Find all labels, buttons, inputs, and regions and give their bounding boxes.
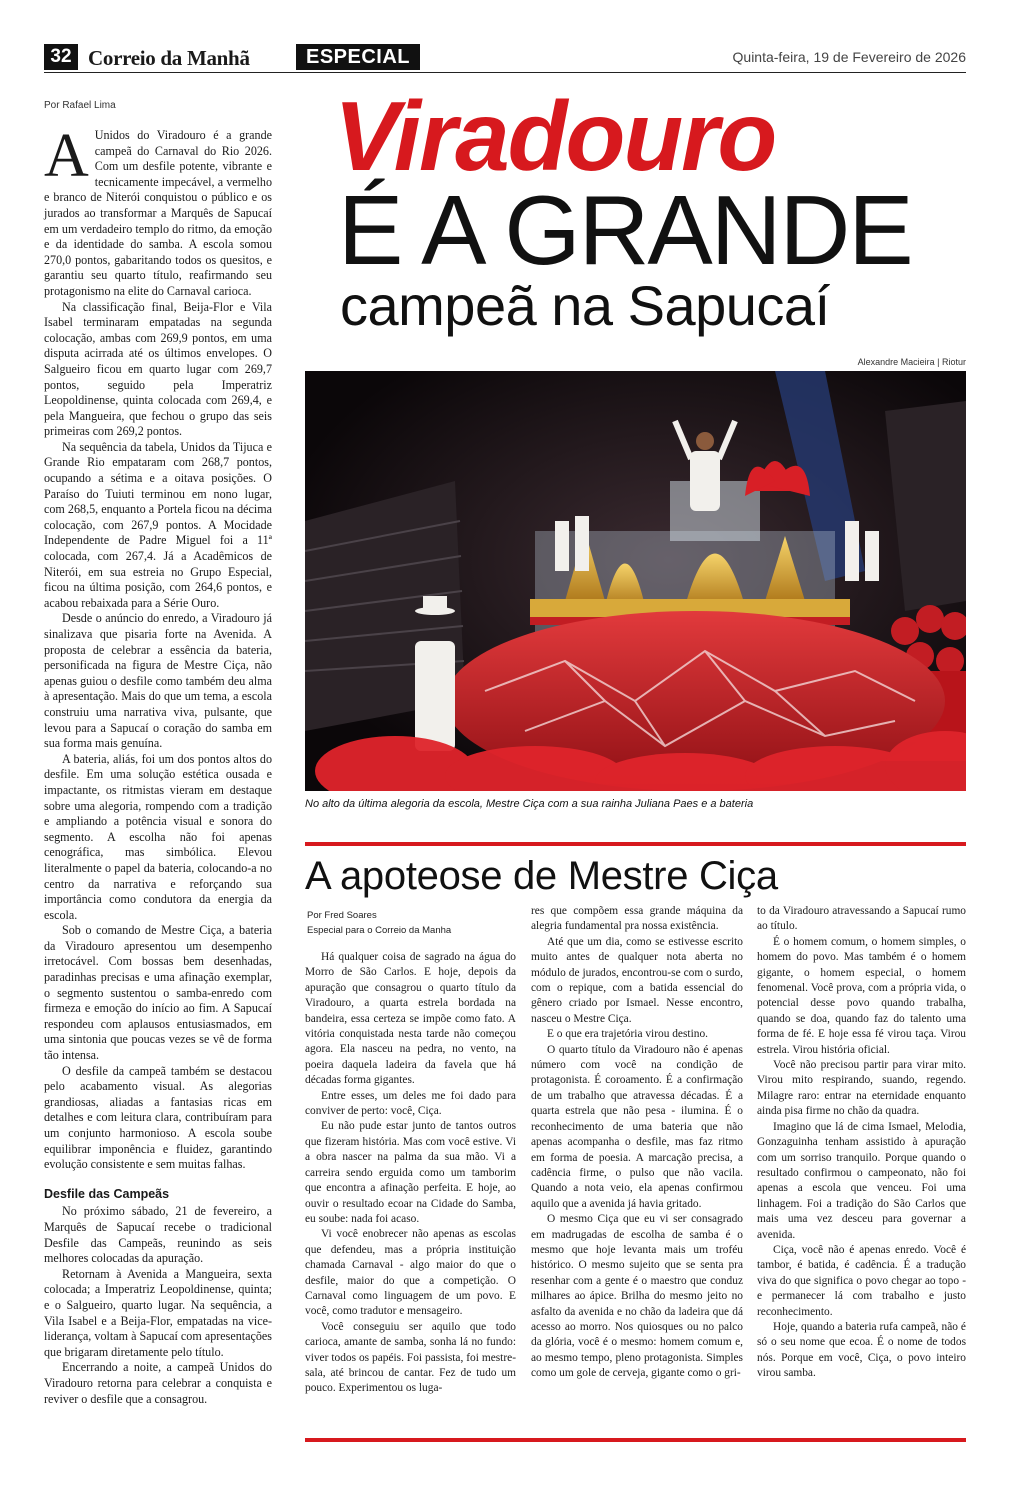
drop-cap: A [44,122,89,190]
article-paragraph: O desfile da campeã também se destacou pelo acabamento visual. As alegorias grandiosas, aliadas a fantasias ricas em detalhes e com leitura clara, contribuíram para um conjunto harmonioso. A escola soube equilibrar imponência e fluidez, garantindo evolução consistente e sem muitas falhas. [44,1063,272,1172]
byline-author: Por Fred Soares [307,910,377,921]
photo-credit: Alexandre Macieira | Riotur [857,357,966,367]
main-article-body [44,122,272,1407]
article-paragraph: Entre esses, um deles me foi dado para conviver de perto: você, Ciça. [305,1089,516,1118]
article-column-1 [305,950,516,1397]
article-paragraph: Encerrando a noite, a campeã Unidos do Viradouro retorna para celebrar a conquista e reviver o desfile que a consagrou. [44,1360,272,1406]
page-header [44,44,966,72]
article-paragraph: Na sequência da tabela, Unidos da Tijuca e Grande Rio empataram com 268,7 pontos, ocupando a sétima e a oitava posições. O Paraíso do Tuiuti terminou em nono lugar, com 268,5, enquanto a Portela ficou na décima colocação, com 267,9 pontos. A Mocidade Independente de Padre Miguel foi a 11ª colocada, com 267,4. Já a Acadêmicos de Niterói, em sua estreia no Grupo Especial, ficou na última posição, com 264,6 pontos, e acabou rebaixada para a Série Ouro. [44,439,272,610]
carnival-float-photo [305,371,966,791]
headline-sub: campeã na Sapucaí [340,274,830,337]
section-divider-bottom [305,1438,966,1442]
byline-affiliation: Especial para o Correio da Manha [307,925,452,936]
section-divider-top [305,842,966,846]
article-paragraph: E o que era trajetória virou destino. [547,1028,708,1041]
second-article-title: A apoteose de Mestre Ciça [305,854,778,898]
article-paragraph: A Unidos do Viradouro é a grande campeã do Carnaval do Rio 2026. Com um desfile potente, vibrante e tecnicamente impecável, a vermelho e branco de Niterói conquistou o público e os jurados ao transformar a Marquês de Sapucaí em um verdadeiro templo do ritmo, da emoção e da identidade do samba. A escola somou 270,0 pontos, gabaritando todos os quesitos, e garantiu seu quarto título, reafirmando seu protagonismo na elite do Carnaval carioca. [44,122,272,298]
photo-caption: No alto da última alegoria da escola, Mestre Ciça com a sua rainha Juliana Paes e a bateria [305,798,754,810]
article-paragraph: Você conseguiu ser aquilo que todo carioca, amante de samba, sonha lá no fundo: viver todos os papéis. Foi passista, foi mestre-sala, até brincou de cantar. Fez de tudo um pouco. Experimentou os luga- [305,1320,516,1395]
article-paragraph: Hoje, quando a bateria rufa campeã, não é só o seu nome que ecoa. É o nome de todos nós. Porque em você, Ciça, o povo inteiro virou samba. [757,1320,966,1380]
article-paragraph: Eu não pude estar junto de tantos outros que fizeram história. Mas com você estive. Vi a obra nascer na palma da sua mão. Vi a carreira sendo erguida como um tamborim que encontra a afinação perfeita. E hoje, ao ouvir o resultado ecoar na Cidade do Samba, eu soube: nada foi acaso. [305,1120,516,1225]
headline-red: Viradouro [334,81,776,191]
second-article-byline [307,908,451,938]
article-paragraph: Há qualquer coisa de sagrado na água do Morro de São Carlos. E hoje, depois da apuração que consagrou o quarto título da Viradouro, a quarta estrela bordada na bandeira, essa certeza se impõe como fato. A vitória conquistada nesta tarde não começou agora. Ela nasceu na pedra, no vento, na poeira daquela ladeira da favela que há décadas forma gigantes. [305,951,516,1087]
headline-main: É A GRANDE [338,175,912,285]
article-column-3 [757,904,966,1382]
article-byline: Por Rafael Lima [44,100,116,111]
article-paragraph: Vi você enobrecer não apenas as escolas que defendeu, mas a própria instituição chamada Carnaval - algo maior do que o desfile, maior do que a competição. O Carnaval como linguagem de um povo. E você, como tradutor e mensageiro. [305,1228,516,1318]
article-paragraph: Na classificação final, Beija-Flor e Vila Isabel terminaram empatadas na segunda colocação, ambas com 269,9 pontos, em uma disputa acirrada até os últimos envelopes. O Salgueiro ficou em quarto lugar com 269,7 pontos, seguido pela Imperatriz Leopoldinense, quinta colocada com 269,4, e pela Mangueira, que fechou o grupo das seis primeiras com 269,2 pontos. [44,299,272,439]
article-paragraph: Ciça, você não é apenas enredo. Você é tambor, é batida, é cadência. É a tradução viva do que significa o povo chegar ao topo - e permanecer lá com trabalho e justo reconhecimento. [757,1243,966,1318]
article-paragraph: O quarto título da Viradouro não é apenas número com você na condição de protagonista. É coroamento. É a confirmação de um trabalho que atravessa décadas. É a quarta estrela que não pesa - ilumina. É o reconhecimento de uma bateria que não apenas acompanha o desfile, mas faz ritmo em forma de poesia. A marcação precisa, a cadência firme, o pulso que não vacila. Quando a nota veio, ela apenas confirmou aquilo que a avenida já havia gritado. [531,1043,743,1210]
article-paragraph: Desde o anúncio do enredo, a Viradouro já sinalizava que pisaria forte na Avenida. A proposta de celebrar a essência da bateria, personificada na figura de Mestre Ciça, não apenas guiou o desfile como também deu alma à apresentação. Mais do que um tema, a escola construiu uma narrativa viva, pulsante, que levou para a Sapucaí o coração do samba em sua forma mais genuína. [44,611,272,751]
header-divider [44,72,966,73]
article-paragraph: Sob o comando de Mestre Ciça, a bateria da Viradouro apresentou um desempenho irretocável. Com bossas bem desenhadas, paradinhas precisas e uma afinação exemplar, o segmento sustentou o samba-enredo com firmeza e emoção do início ao fim. A Sapucaí respondeu com aplausos entusiasmados, em uma sintonia que poucas vezes se vê de forma tão intensa. [44,923,272,1063]
section-label: ESPECIAL [296,44,420,70]
article-paragraph: A bateria, aliás, foi um dos pontos altos do desfile. Em uma solução estética ousada e impactante, os ritmistas vieram em destaque sobre uma alegoria, rompendo com a tradição e ampliando a potência visual e sonora do segmento. A escolha não foi apenas cenográfica, mas simbólica. Elevou literalmente o papel da bateria, colocando-a no centro da narrativa e reforçando sua importância como condutora da energia da escola. [44,751,272,922]
newspaper-name: Correio da Manhã [88,46,250,70]
issue-date: Quinta-feira, 19 de Fevereiro de 2026 [732,49,966,65]
article-paragraph: Até que um dia, como se estivesse escrito muito antes de qualquer nota aberta no módulo de jurados, encontrou-se com o surdo, com o repique, com a batida essencial do gênero criado por Ismael. Nesse encontro, nasceu o Mestre Ciça. [531,935,743,1025]
article-subhead: Desfile das Campeãs [44,1186,170,1201]
page-number: 32 [44,44,78,70]
article-paragraph: É o homem comum, o homem simples, o homem do povo. Mas também é o homem gigante, o homem especial, o homem fenomenal. Você prova, com a própria vida, o potencial desse povo quando trabalha, quando se doa, quando faz do talento uma forma de fé. E hoje essa fé virou taça. Virou estrela. Virou história oficial. [757,935,966,1056]
article-paragraph: to da Viradouro atravessando a Sapucaí rumo ao título. [757,905,966,933]
article-column-2 [531,904,743,1382]
article-paragraph: Imagino que lá de cima Ismael, Melodia, Gonzaguinha tenham assistido à apuração com um sorriso tranquilo. Porque quando o resultado confirmou o campeonato, não foi apenas a escola que venceu. Foi uma linhagem. Foi a tradição do São Carlos que mais uma vez desceu para governar a avenida. [757,1120,966,1241]
article-paragraph: No próximo sábado, 21 de fevereiro, a Marquês de Sapucaí recebe o tradicional Desfile das Campeãs, reunindo as seis melhores colocadas da apuração. [44,1204,272,1266]
article-paragraph: res que compõem essa grande máquina da alegria fundamental pra nossa existência. [531,905,743,933]
article-paragraph: Você não precisou partir para virar mito. Virou mito respirando, suando, regendo. Milagre raro: entrar na eternidade enquanto ainda pisa firme no chão da quadra. [757,1059,966,1118]
article-paragraph: O mesmo Ciça que eu vi ser consagrado em madrugadas de escolha de samba é o mesmo que hoje levanta mais um troféu histórico. O mesmo sujeito que se senta pra resenhar com a gente é o maestro que conduz milhares ao ápice. Brilha do mesmo jeito no asfalto da avenida e no chão da ladeira que dá acesso ao morro. Nos quiosques ou no palco da glória, você é o mesmo: homem comum e, ao mesmo tempo, pleno protagonista. Simples como um gole de cerveja, gigante como o gri- [531,1213,743,1380]
article-paragraph: Retornam à Avenida a Mangueira, sexta colocada; a Imperatriz Leopoldinense, quinta; e o Salgueiro, quarto lugar. Na sequência, a Vila Isabel e a Beija-Flor, empatadas na vice-liderança, voltam à Sapucaí com apresentações que brigaram diretamente pelo título. [44,1266,272,1359]
